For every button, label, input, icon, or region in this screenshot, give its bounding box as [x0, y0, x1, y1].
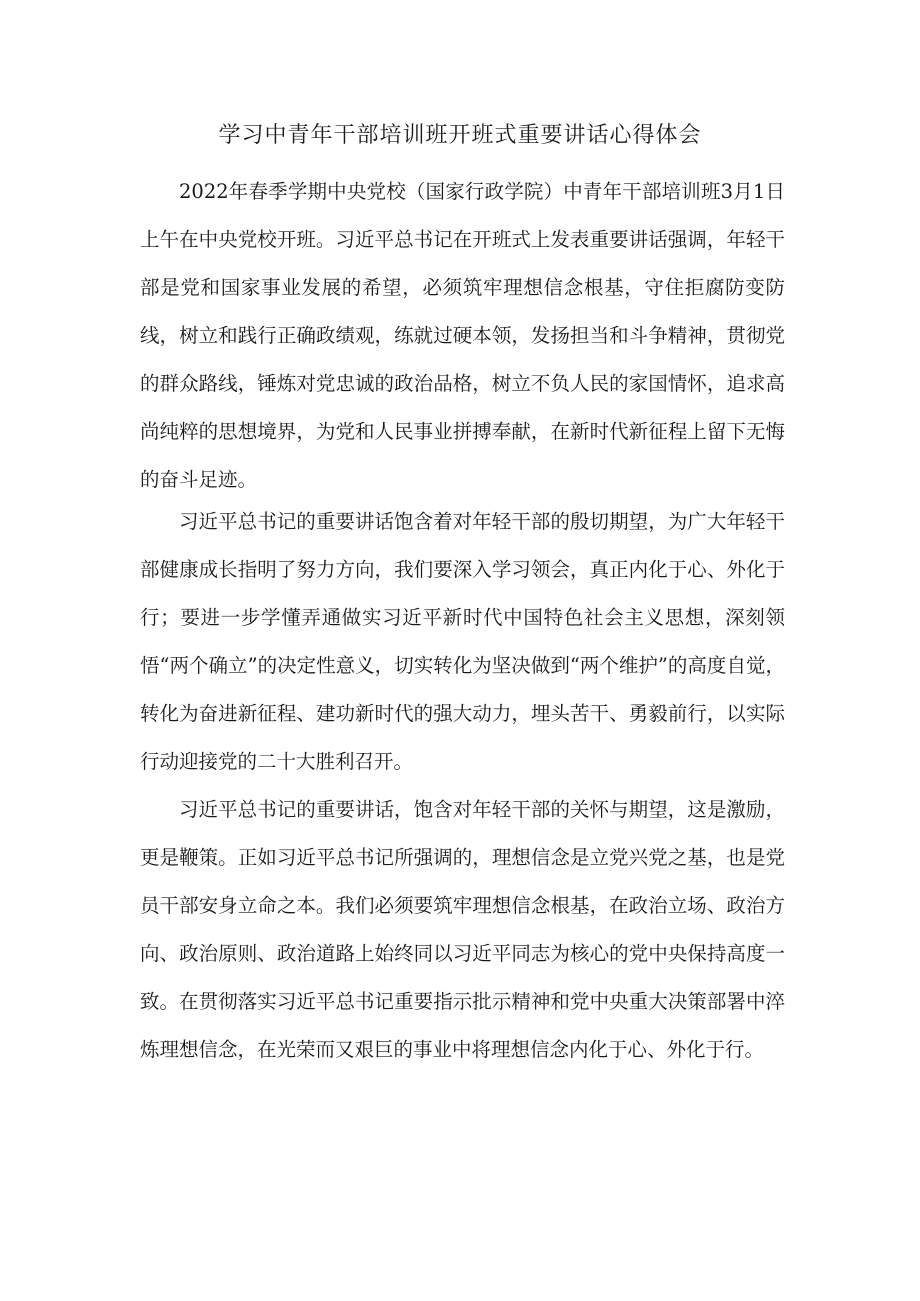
paragraph-2: 习近平总书记的重要讲话饱含着对年轻干部的殷切期望，为广大年轻干部健康成长指明了努力方向，我们要深入学习领会，真正内化于心、外化于行；要进一步学懂弄通做实习近平新时代中国特色社会主义思想，深刻领悟“两个确立”的决定性意义，切实转化为坚决做到“两个维护”的高度自觉，转化为奋进新征程、建功新时代的强大动力，埋头苦干、勇毅前行，以实际行动迎接党的二十大胜利召开。: [140, 510, 785, 773]
paragraph-3: 习近平总书记的重要讲话，饱含对年轻干部的关怀与期望，这是激励，更是鞭策。正如习近平总书记所强调的，理想信念是立党兴党之基，也是党员干部安身立命之本。我们必须要筑牢理想信念根基，在政治立场、政治方向、政治原则、政治道路上始终同以习近平同志为核心的党中央保持高度一致。在贯彻落实习近平总书记重要指示批示精神和党中央重大决策部署中淬炼理想信念，在光荣而又艰巨的事业中将理想信念内化于心、外化于行。: [140, 798, 785, 1061]
document-title: 学习中青年干部培训班开班式重要讲话心得体会: [218, 123, 702, 148]
paragraph-1: 2022年春季学期中央党校（国家行政学院）中青年干部培训班3月1日上午在中央党校开班。习近平总书记在开班式上发表重要讲话强调，年轻干部是党和国家事业发展的希望，必须筑牢理想信念根基，守住拒腐防变防线，树立和践行正确政绩观，练就过硬本领，发扬担当和斗争精神，贯彻党的群众路线，锤炼对党忠诚的政治品格，树立不负人民的家国情怀，追求高尚纯粹的思想境界，为党和人民事业拼搏奉献，在新时代新征程上留下无悔的奋斗足迹。: [140, 180, 785, 491]
